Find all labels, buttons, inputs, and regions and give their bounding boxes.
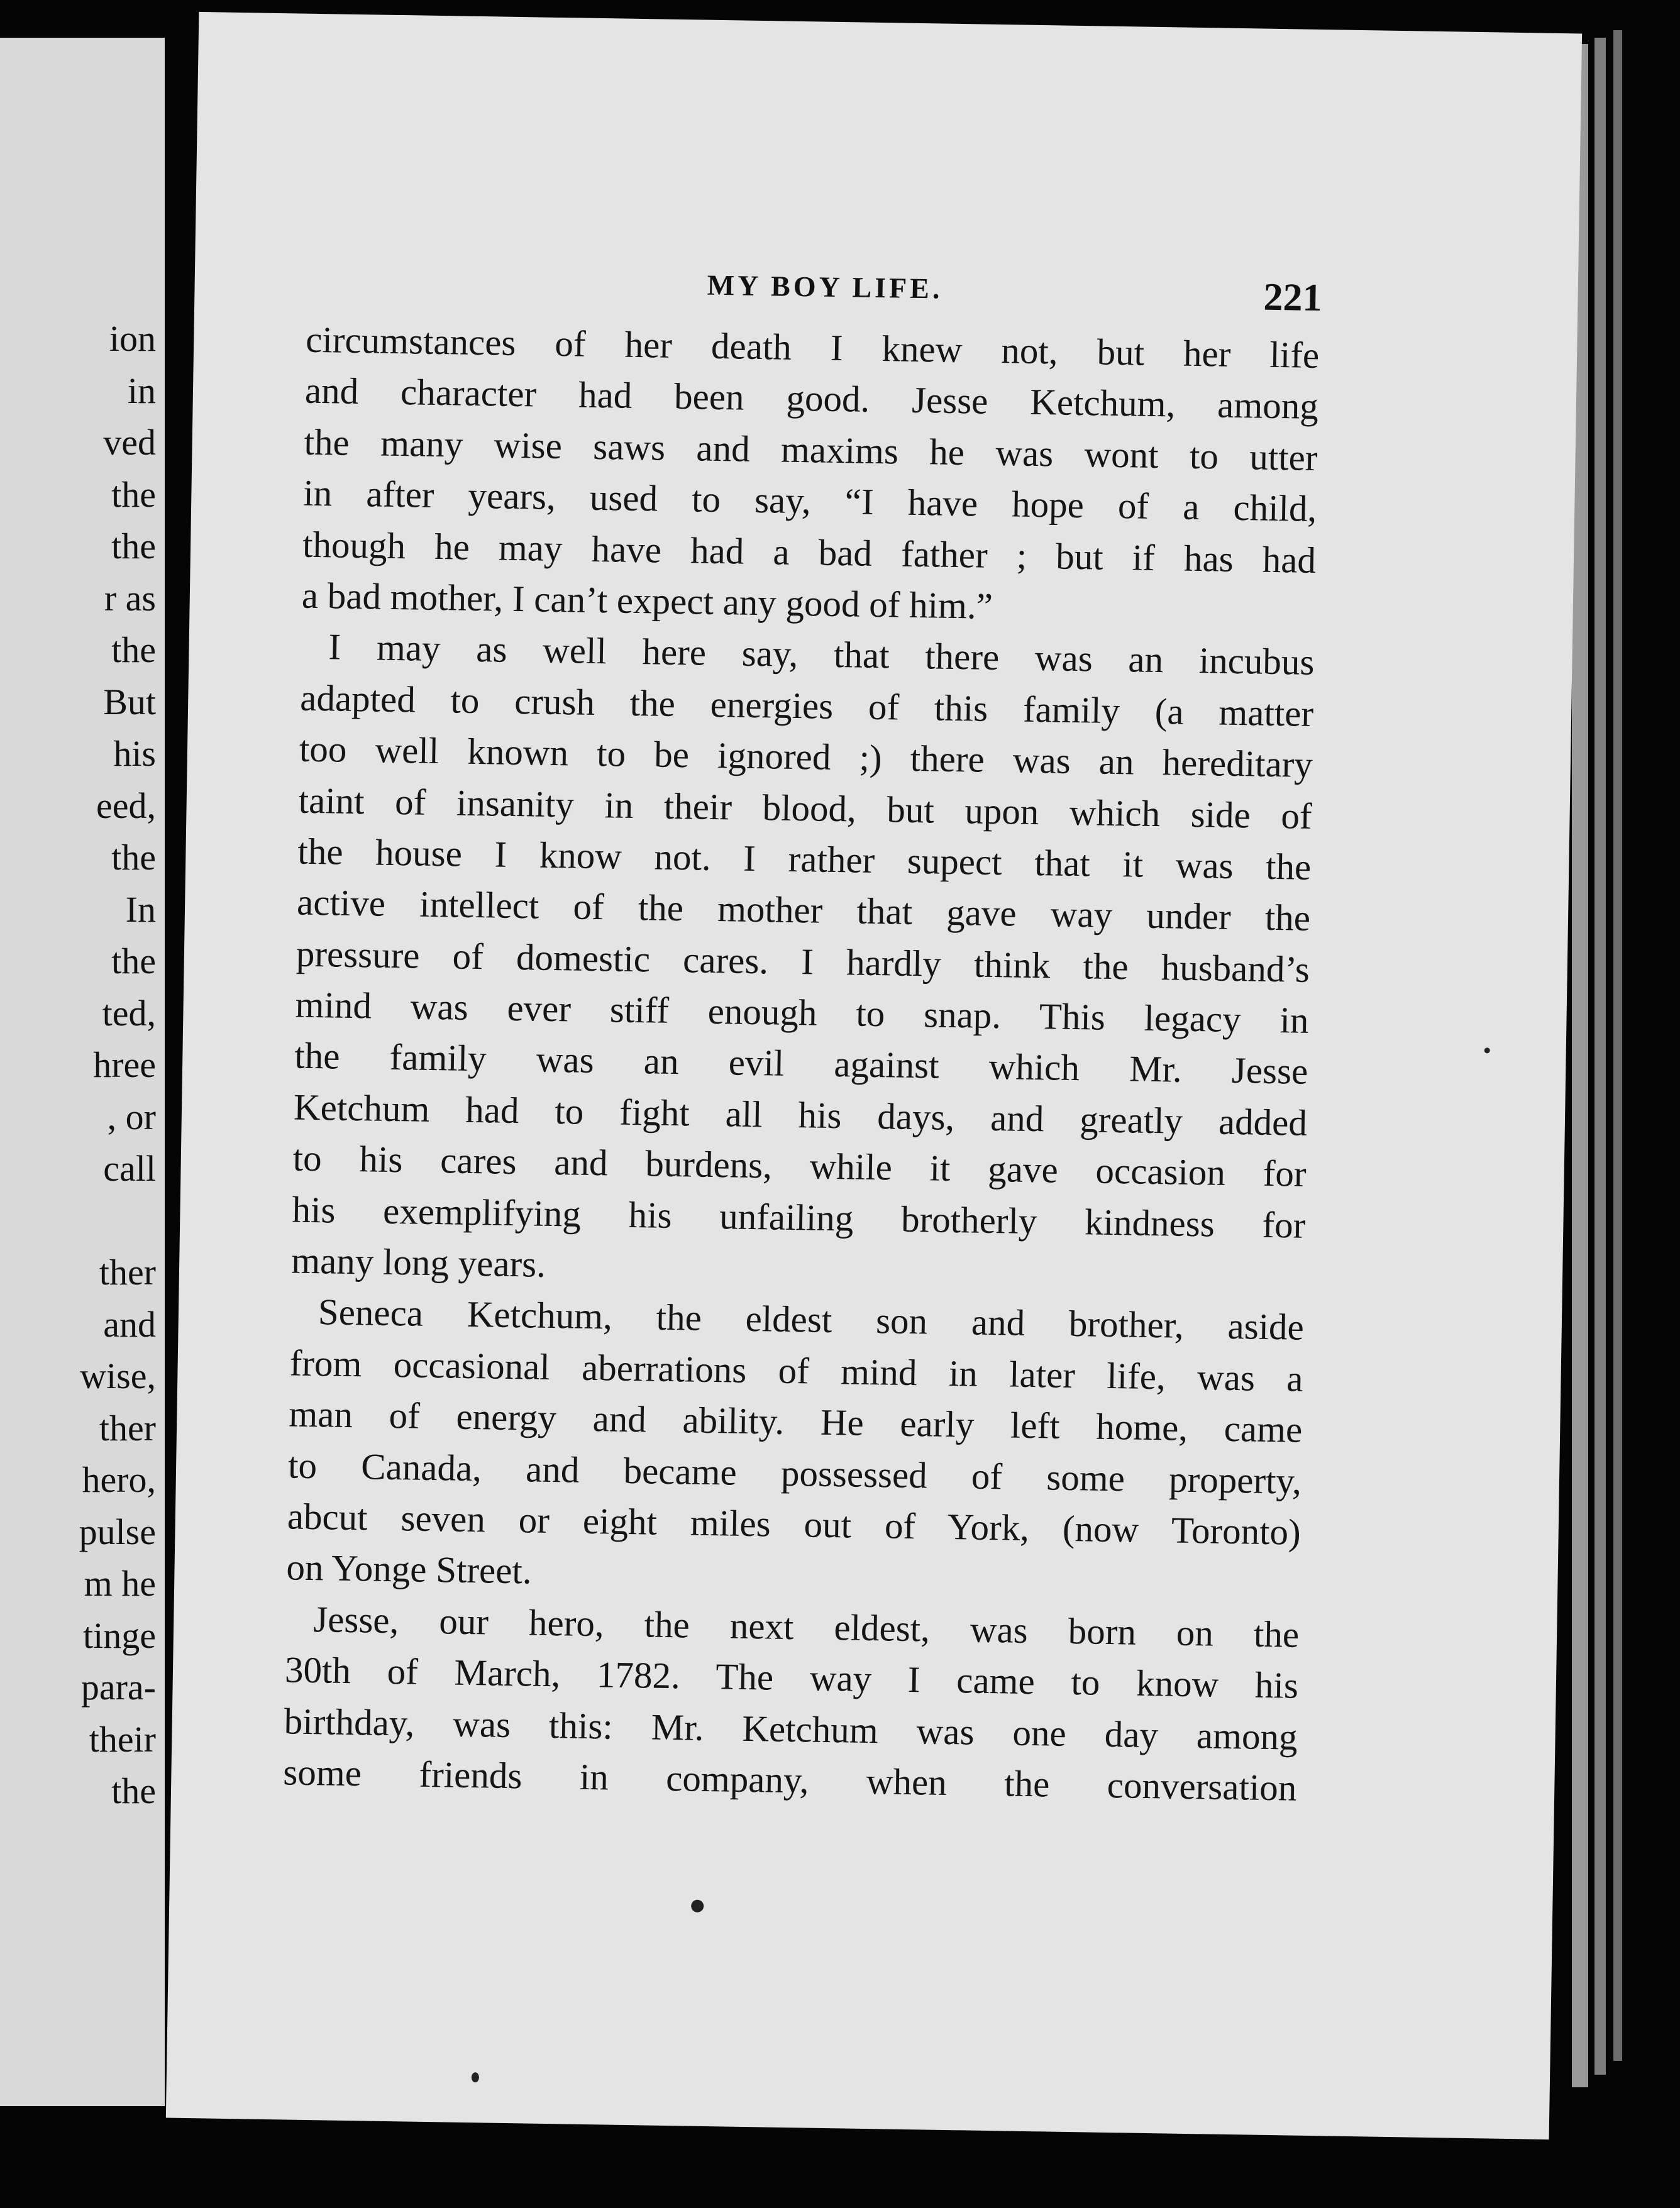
facing-page-fragment: the [111, 629, 156, 670]
text-line: Seneca Ketchum, the eldest son and brother, aside [318, 1291, 1305, 1349]
ink-speck [691, 1900, 704, 1913]
facing-page-fragment: in [127, 370, 156, 411]
text-line: pressure of domestic cares. I hardly think the husband’s [296, 932, 1310, 990]
facing-page-fragment: ion [109, 318, 156, 359]
text-line: many long years. [290, 1239, 546, 1285]
facing-page-fragment: and [103, 1303, 156, 1345]
text-line: taint of insanity in their blood, but upon which side of [298, 779, 1313, 837]
body-text [283, 314, 1320, 1814]
facing-page-fragment: eed, [96, 785, 156, 826]
text-line: a bad mother, I can’t expect any good of him.” [301, 574, 993, 627]
facing-page-fragment: the [111, 941, 156, 981]
facing-page-fragment: tinge [83, 1615, 156, 1656]
facing-page-fragment: m he [84, 1563, 156, 1604]
facing-page-fragment: In [125, 888, 156, 930]
facing-page-fragment: the [111, 1770, 156, 1811]
ink-speck [1484, 1047, 1490, 1053]
text-line: in after years, used to say, “I have hope of a child, [302, 472, 1317, 530]
text-line: to his cares and burdens, while it gave occasion for [292, 1137, 1307, 1195]
book-page [166, 12, 1582, 2139]
text-line: and character had been good. Jesse Ketchum, among [304, 370, 1319, 428]
text-line: the family was an evil against which Mr. Jesse [294, 1034, 1308, 1093]
facing-page-fragment: para- [80, 1667, 156, 1708]
facing-page-fragment: hree [93, 1044, 156, 1085]
facing-page-fragment: the [111, 526, 156, 566]
facing-page-fragment: pulse [79, 1511, 156, 1552]
page-edge [1613, 30, 1622, 2061]
text-line: birthday, was this: Mr. Ketchum was one day among [284, 1699, 1298, 1758]
running-title: MY BOY LIFE. [707, 268, 943, 305]
ink-speck [472, 2072, 479, 2082]
facing-page-fragment: ved [103, 422, 156, 463]
text-line: too well known to be ignored ;) there was an hereditary [299, 727, 1313, 786]
text-line: though he may have had a bad father ; but if has had [302, 523, 1317, 581]
facing-page-fragment: their [89, 1718, 156, 1760]
facing-page [0, 38, 165, 2106]
facing-page-fragment: the [111, 837, 156, 878]
text-line: on Yonge Street. [286, 1546, 533, 1592]
facing-page-fragment: But [103, 681, 156, 722]
facing-page-fragment: wise, [80, 1355, 156, 1396]
text-line: to Canada, and became possessed of some property, [287, 1444, 1302, 1502]
facing-page-fragment: hero, [82, 1459, 156, 1500]
text-line: I may as well here say, that there was an incubus [328, 626, 1315, 683]
text-line: 30th of March, 1782. The way I came to know his [284, 1648, 1299, 1706]
text-line: from occasional aberrations of mind in later life, was a [289, 1342, 1304, 1399]
facing-page-fragment: ther [99, 1252, 156, 1293]
text-line: circumstances of her death I knew not, but her life [305, 318, 1320, 376]
facing-page-fragment: ther [99, 1407, 156, 1449]
text-line: the many wise saws and maxims he was wont to utter [304, 421, 1318, 478]
facing-page-fragment: the [111, 473, 156, 515]
page-edge [1594, 38, 1606, 2075]
text-line: active intellect of the mother that gave way under the [296, 881, 1311, 939]
facing-page-fragment: , or [107, 1096, 156, 1137]
facing-page-fragment: his [113, 733, 156, 774]
facing-page-fragment: ted, [102, 992, 156, 1034]
text-line: his exemplifying his unfailing brotherly kindness for [292, 1188, 1306, 1246]
text-line: man of energy and ability. He early left home, came [288, 1393, 1303, 1450]
facing-page-fragment: call [103, 1148, 156, 1189]
text-line: adapted to crush the energies of this family (a matter [299, 676, 1314, 734]
text-line: Ketchum had to fight all his days, and greatly added [293, 1086, 1308, 1144]
text-line: mind was ever stiff enough to snap. This legacy in [295, 983, 1309, 1041]
text-line: Jesse, our hero, the next eldest, was born on the [312, 1598, 1300, 1655]
text-line: abcut seven or eight miles out of York, (now Toronto) [287, 1495, 1301, 1553]
facing-page-fragment: r as [104, 577, 156, 619]
text-line: some friends in company, when the conversation [282, 1751, 1297, 1809]
page-number: 221 [1263, 275, 1323, 320]
text-line: the house I know not. I rather supect that it was the [297, 830, 1312, 888]
